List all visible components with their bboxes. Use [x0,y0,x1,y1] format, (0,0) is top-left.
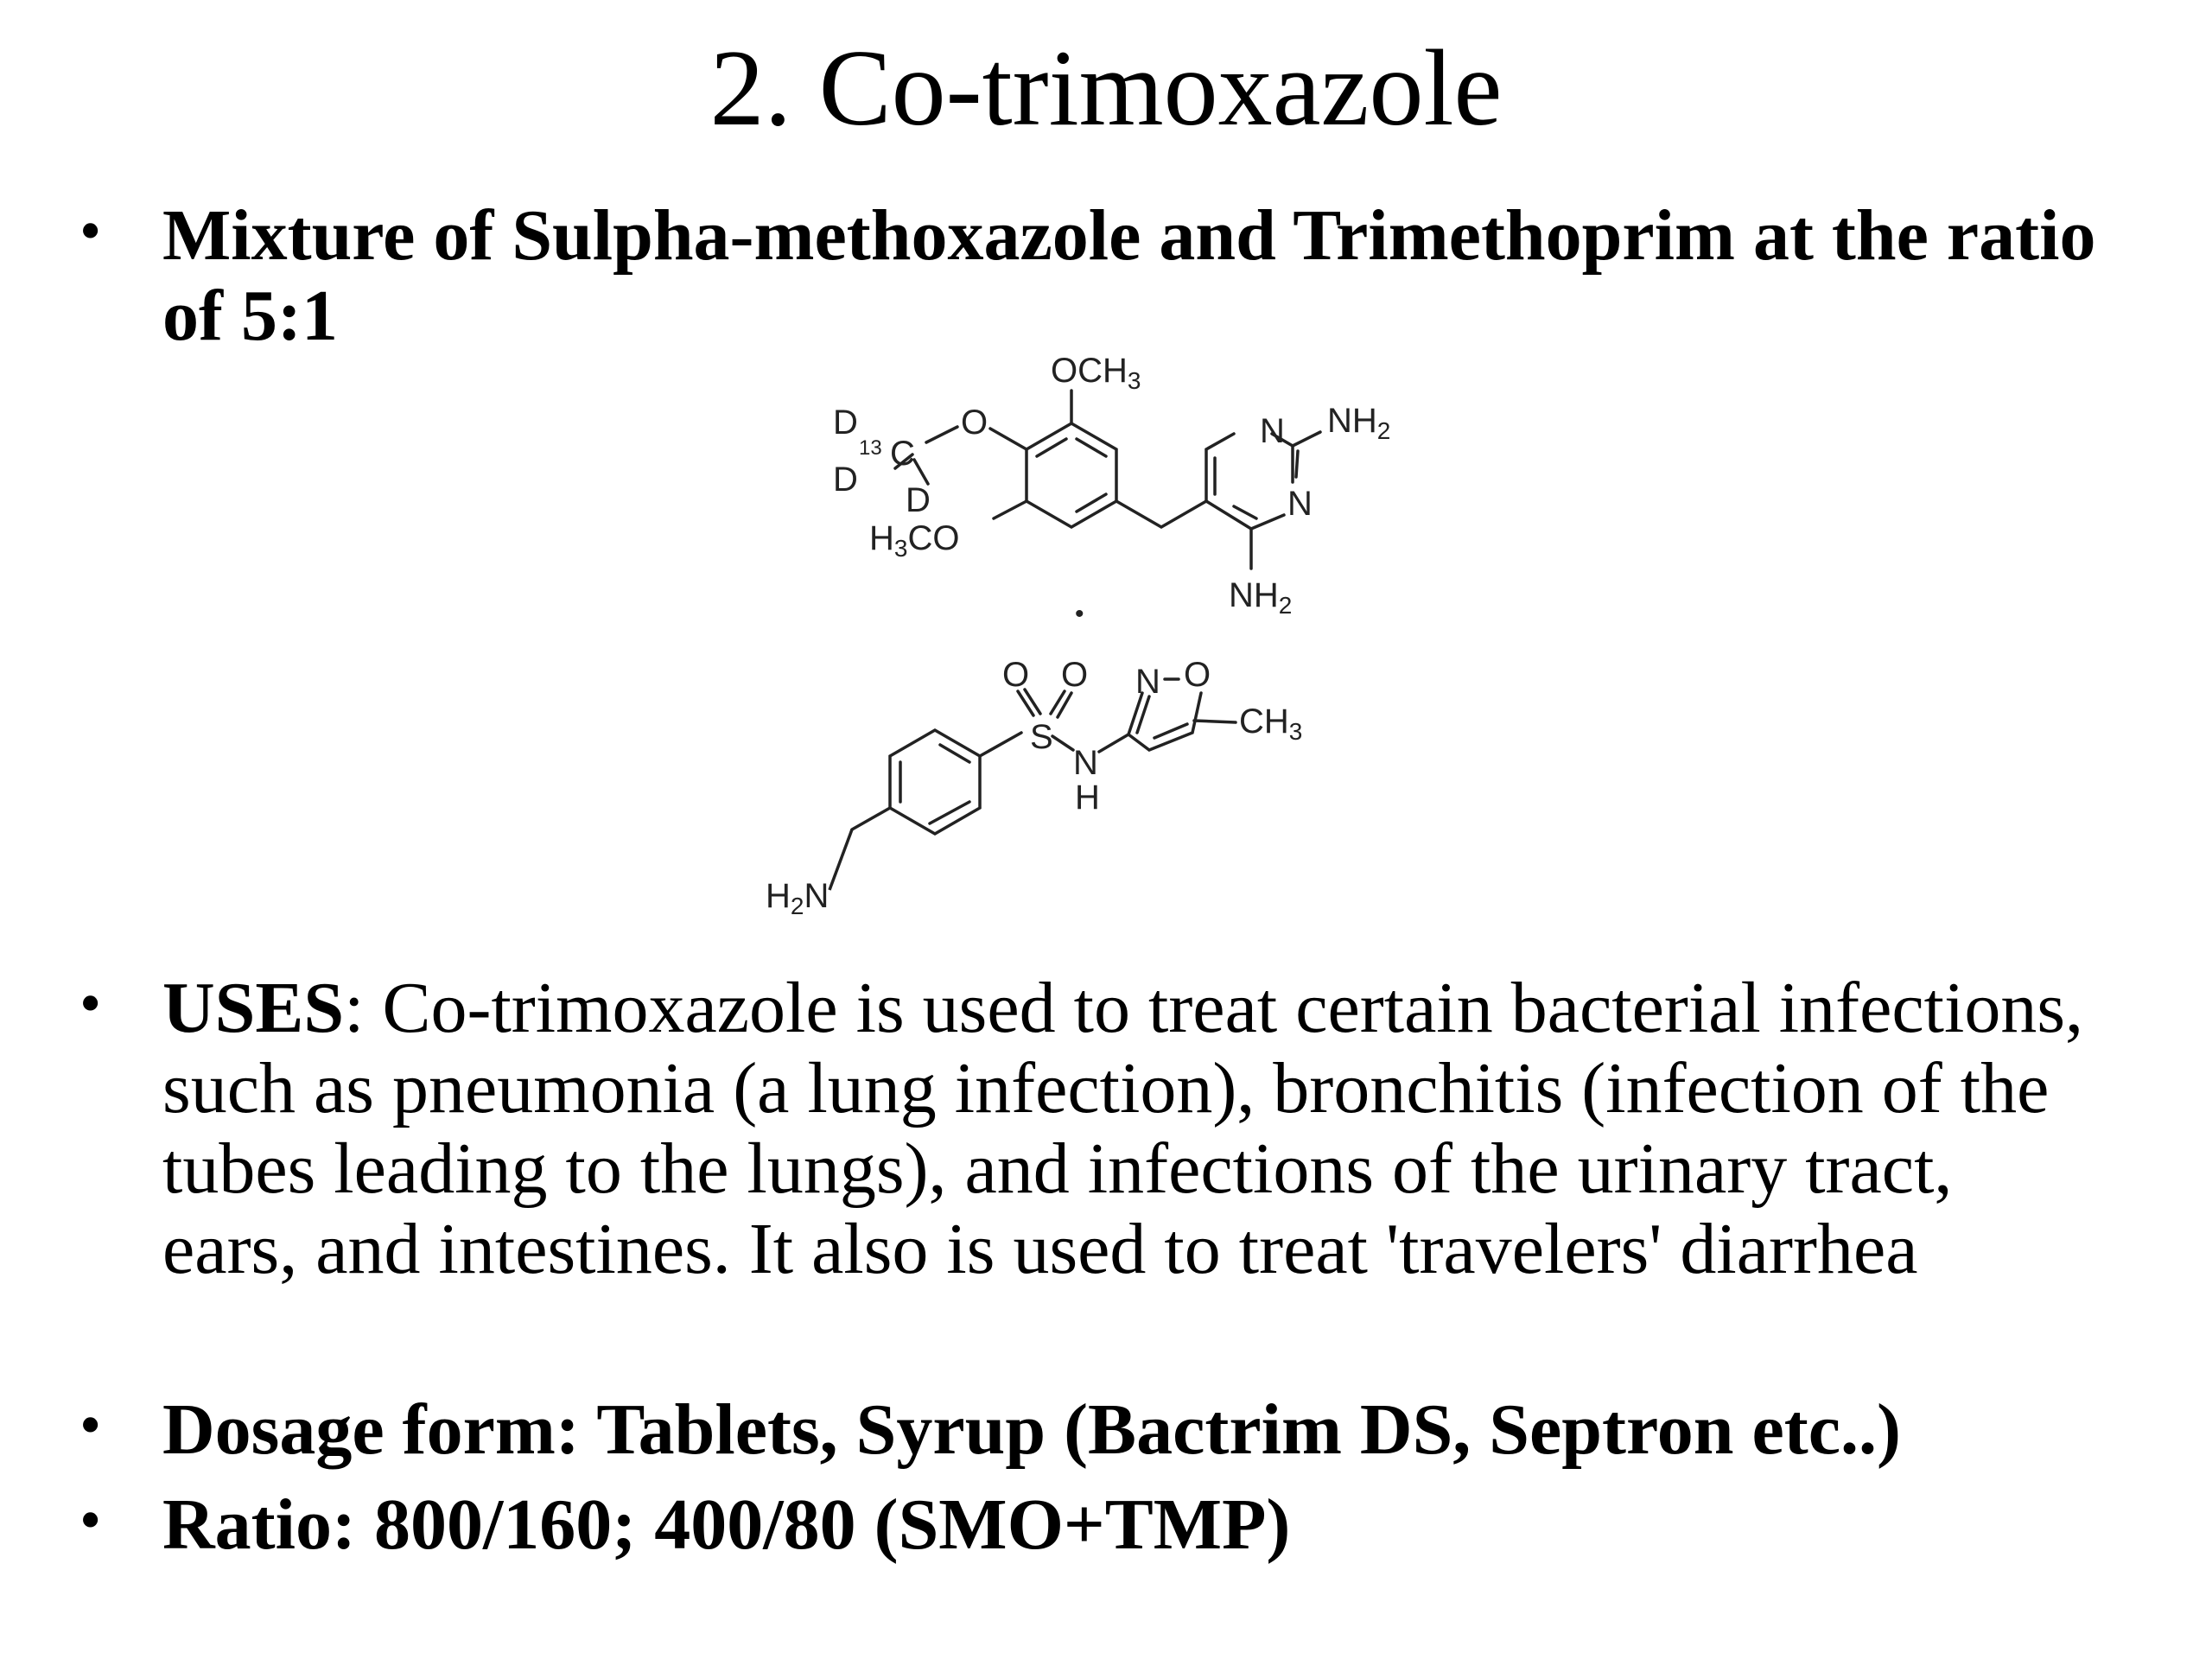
slide-title: 2. Co-trimoxazole [709,29,1503,149]
uses-body: : Co-trimoxazole is used to treat certain bacterial infections, such as pneumonia (a lung infection), bronchitis (infection of the tubes leading to the lungs), and infections of the urinary tract, ears, and intestines. It also is used to treat 'travelers' diarrhea [162,968,2084,1289]
label-isox-o: O [1184,656,1211,694]
svg-text:H3CO: $H_3CO$ [869,519,960,562]
uses-text [162,968,2101,1289]
label-d2: D [833,461,858,499]
label-o1: O [1002,656,1030,694]
label-nh-h: H [1075,779,1100,817]
label-ether-o: O [961,404,988,442]
label-nh2-bottom: NH [1229,576,1279,614]
dosage-text: Dosage form: Tablets, Syrup (Bactrim DS, Septron etc..) [162,1389,1901,1470]
label-c13: 13 [859,436,882,460]
bullet-glyph: • [79,1485,102,1554]
bullet-glyph: • [79,1390,102,1459]
label-och3: OCH [1051,352,1128,390]
label-c: C [890,435,915,473]
label-ch3: CH [1239,702,1289,741]
label-d3: D [906,481,931,519]
chemical-structure [743,337,1486,959]
label-n-side: N [1287,485,1313,523]
uses-label: USES [162,968,345,1048]
label-nh2-top: NH [1327,402,1377,440]
svg-text:OCH3: $OCH_3$ [1051,352,1141,394]
bullet-glyph: • [79,969,102,1038]
label-h3co-h: H [869,519,894,557]
center-dot: • [1075,600,1084,628]
svg-text:H2N: $H_2N$ [766,877,830,919]
label-o2: O [1061,656,1089,694]
ratio-text: Ratio: 800/160; 400/80 (SMO+TMP) [162,1484,1291,1565]
label-isox-n: N [1135,663,1160,701]
label-s: S [1030,718,1053,756]
mixture-text: Mixture of Sulpha-methoxazole and Trimethoprim at the ratio of 5:1 [162,195,2096,356]
svg-text:NH2: $NH_2$ [1229,576,1293,619]
label-d1: D [833,404,858,442]
label-h2n: H [766,877,791,915]
svg-text:CH3: $CH_3$ [1239,702,1303,745]
svg-text:NH2: $NH_2$ [1327,402,1391,444]
label-nh-n: N [1073,744,1098,782]
label-n-top: N [1260,412,1285,450]
bullet-glyph: • [79,196,102,265]
